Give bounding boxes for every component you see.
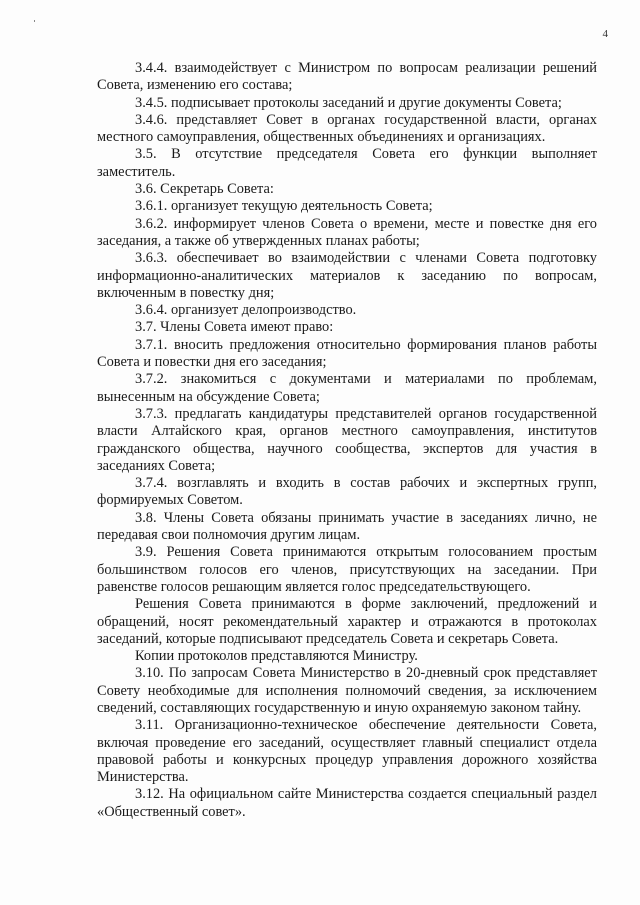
paragraph-3-7-4: 3.7.4. возглавлять и входить в состав рабочих и экспертных групп, формируемых Советом. [97, 475, 597, 509]
paragraph-3-4-4: 3.4.4. взаимодействует с Министром по вопросам реализации решений Совета, изменению его состава; [97, 60, 597, 94]
document-body [97, 60, 597, 821]
paragraph-3-5: 3.5. В отсутствие председателя Совета его функции выполняет заместитель. [97, 146, 597, 180]
paragraph-3-9: 3.9. Решения Совета принимаются открытым голосованием простым большинством голосов его членов, присутствующих на заседании. При равенстве голосов решающим является голос председательствующего. [97, 544, 597, 595]
page-number: 4 [602, 28, 608, 40]
paragraph-3-6-2: 3.6.2. информирует членов Совета о времени, месте и повестке дня его заседания, а также об утвержденных планах работы; [97, 215, 597, 249]
paragraph-3-8: 3.8. Члены Совета обязаны принимать участие в заседаниях лично, не передавая свои полномочия другим лицам. [97, 509, 597, 544]
paragraph-3-6-3: 3.6.3. обеспечивает во взаимодействии с членами Совета подготовку информационно-аналитических материалов к заседанию по вопросам, включенным в повестку дня; [97, 250, 597, 301]
paragraph-3-7-1: 3.7.1. вносить предложения относительно формирования планов работы Совета и повестки дня его заседания; [97, 336, 597, 371]
paragraph-decision-form: Решения Совета принимаются в форме заключений, предложений и обращений, носят рекомендательный характер и отражаются в протоколах заседаний, которые подписывают председатель Совета и секретарь Совета. [97, 596, 597, 647]
paragraph-3-7-2: 3.7.2. знакомиться с документами и материалами по проблемам, вынесенным на обсуждение Совета; [97, 371, 597, 405]
scan-speck [34, 20, 35, 22]
paragraph-3-4-6: 3.4.6. представляет Совет в органах государственной власти, органах местного самоуправления, общественных объединениях и организациях. [97, 111, 597, 146]
paragraph-3-10: 3.10. По запросам Совета Министерство в 20-дневный срок представляет Совету необходимые для исполнения полномочий сведения, за исключением сведений, составляющих государственную и иную охраняемую законом тайну. [97, 665, 597, 716]
paragraph-protocol-copies: Копии протоколов представляются Министру. [135, 648, 418, 665]
paragraph-3-12: 3.12. На официальном сайте Министерства создается специальный раздел «Общественный совет». [97, 786, 597, 820]
paragraph-3-6-4: 3.6.4. организует делопроизводство. [135, 302, 357, 319]
paragraph-3-7-3: 3.7.3. предлагать кандидатуры представителей органов государственной власти Алтайского края, органов местного самоуправления, институтов гражданского общества, научного сообщества, экспертов для участия в заседаниях Совета; [97, 405, 597, 474]
paragraph-3-7: 3.7. Члены Совета имеют право: [135, 319, 334, 336]
paragraph-3-11: 3.11. Организационно-техническое обеспечение деятельности Совета, включая проведение его заседаний, осуществляет главный специалист отдела правовой работы и конкурсных процедур управления дорожного хозяйства Министерства. [97, 717, 597, 786]
paragraph-3-6-1: 3.6.1. организует текущую деятельность Совета; [135, 198, 433, 215]
paragraph-3-4-5: 3.4.5. подписывает протоколы заседаний и другие документы Совета; [135, 94, 562, 111]
paragraph-3-6: 3.6. Секретарь Совета: [135, 181, 274, 198]
